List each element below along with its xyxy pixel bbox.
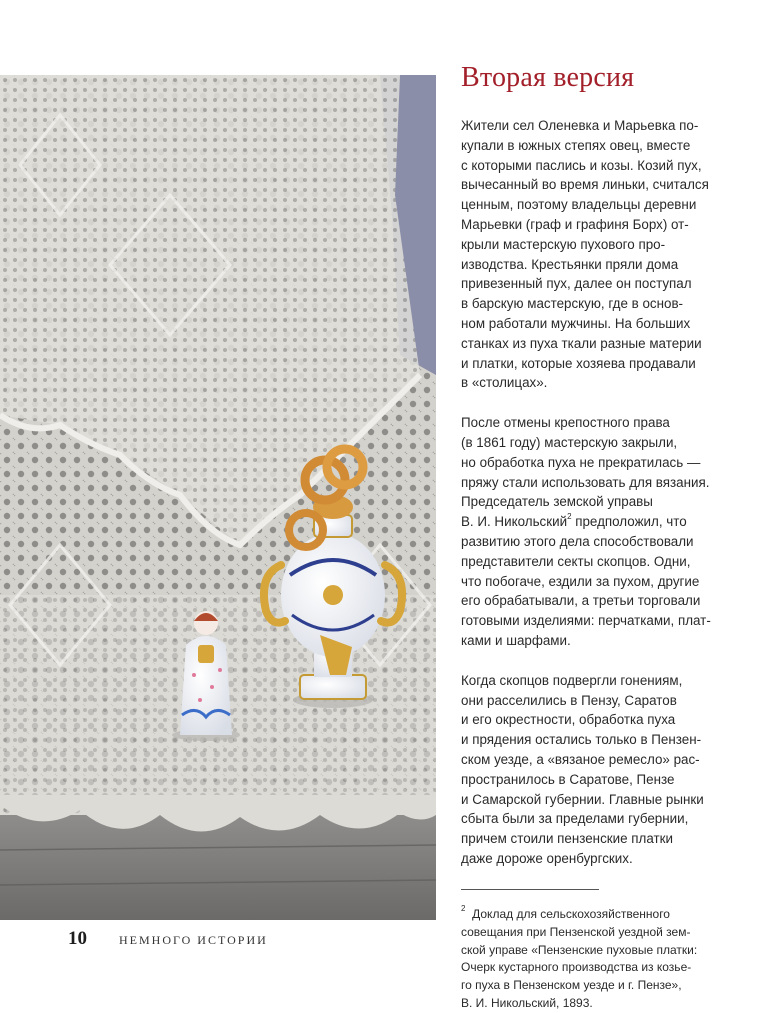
text-line: что побогаче, ездили за пухом, другие — [461, 573, 700, 589]
paragraph-2 — [461, 413, 751, 651]
section-heading: Вторая версия — [461, 62, 635, 93]
text-line: и его окрестности, обработка пуха — [461, 712, 676, 728]
article-column — [461, 60, 751, 1013]
text-line: ками и шарфами. — [461, 632, 571, 648]
footnote-text: Доклад для сельскохозяйственного — [465, 906, 670, 921]
footnote-line — [461, 903, 751, 924]
text-line: вычесанный во время линьки, считался — [461, 177, 709, 193]
text-line: купали в южных степях овец, вместе — [461, 137, 691, 153]
text-line: причем стоили пензенские платки — [461, 831, 673, 847]
text-line: представители секты скопцов. Одни, — [461, 553, 691, 569]
text-line: и платки, которые хозяева продавали — [461, 355, 696, 371]
footnote-divider — [461, 889, 599, 890]
text-line-with-footnote — [461, 512, 751, 532]
text-line: станках из пуха ткали разные материи — [461, 335, 702, 351]
text-line: изводства. Крестьянки пряли дома — [461, 256, 679, 272]
text-line: но обработка пуха не прекратилась — — [461, 454, 701, 470]
text-line: ском уезде, а «вязаное ремесло» рас- — [461, 751, 700, 767]
text-line: крыли мастерскую пухового про- — [461, 236, 666, 252]
running-head: НЕМНОГО ИСТОРИИ — [119, 933, 268, 947]
footnote-reference[interactable]: 2 — [567, 511, 572, 521]
author-name: В. И. Никольский — [461, 514, 568, 530]
text-line: его обрабатывали, а третьи торговали — [461, 593, 701, 609]
text-line: в барскую мастерскую, где в основ- — [461, 296, 684, 312]
text-line: ценным, поэтому владельцы деревни — [461, 197, 697, 213]
text-line: привезенный пух, далее он поступал — [461, 276, 692, 292]
text-line: готовыми изделиями: перчатками, плат- — [461, 613, 711, 629]
text-line: в «столицах». — [461, 375, 548, 391]
text-line: (в 1861 году) мастерскую закрыли, — [461, 434, 678, 450]
footnote-line: В. И. Никольский, 1893. — [461, 996, 593, 1011]
page-number: 10 — [68, 928, 87, 949]
text-line: они расселились в Пензу, Саратов — [461, 692, 677, 708]
text-line: и Самарской губернии. Главные рынки — [461, 791, 704, 807]
text-line: сбыта были за пределами губернии, — [461, 811, 689, 827]
text-line: развитию этого дела способствовали — [461, 533, 694, 549]
text-line: Когда скопцов подвергли гонениям, — [461, 672, 683, 688]
photo-shawl-samovar — [0, 75, 436, 920]
footnote-line: совещания при Пензенской уездной зем- — [461, 924, 691, 939]
text-line: даже дороже оренбургских. — [461, 850, 633, 866]
text-line: пряжу стали использовать для вязания. — [461, 474, 710, 490]
text-line: и прядения остались только в Пензен- — [461, 732, 702, 748]
footnote-line: ской управе «Пензенские пуховые платки: — [461, 942, 698, 957]
text-line: Марьевки (граф и графиня Борх) от- — [461, 216, 689, 232]
footnote — [461, 903, 751, 1013]
text-line: Жители сел Оленевка и Марьевка по- — [461, 118, 699, 133]
text-line: с которыми паслись и козы. Козий пух, — [461, 157, 702, 173]
footnote-line: го пуха в Пензенском уезде и г. Пензе», — [461, 978, 682, 993]
text-line: После отмены крепостного права — [461, 415, 670, 431]
paragraph-3 — [461, 671, 751, 869]
footnote-line: Очерк кустарного производства из козье- — [461, 960, 692, 975]
text-line: Председатель земской управы — [461, 494, 653, 510]
footnote-mark: 2 — [461, 903, 466, 913]
paragraph-1 — [461, 116, 751, 393]
text-line: ном работали мужчины. На больших — [461, 315, 691, 331]
text-fragment: предположил, что — [571, 514, 687, 530]
photo-image — [0, 75, 436, 920]
page-footer — [68, 928, 268, 950]
text-line: пространилось в Саратове, Пензе — [461, 771, 675, 787]
